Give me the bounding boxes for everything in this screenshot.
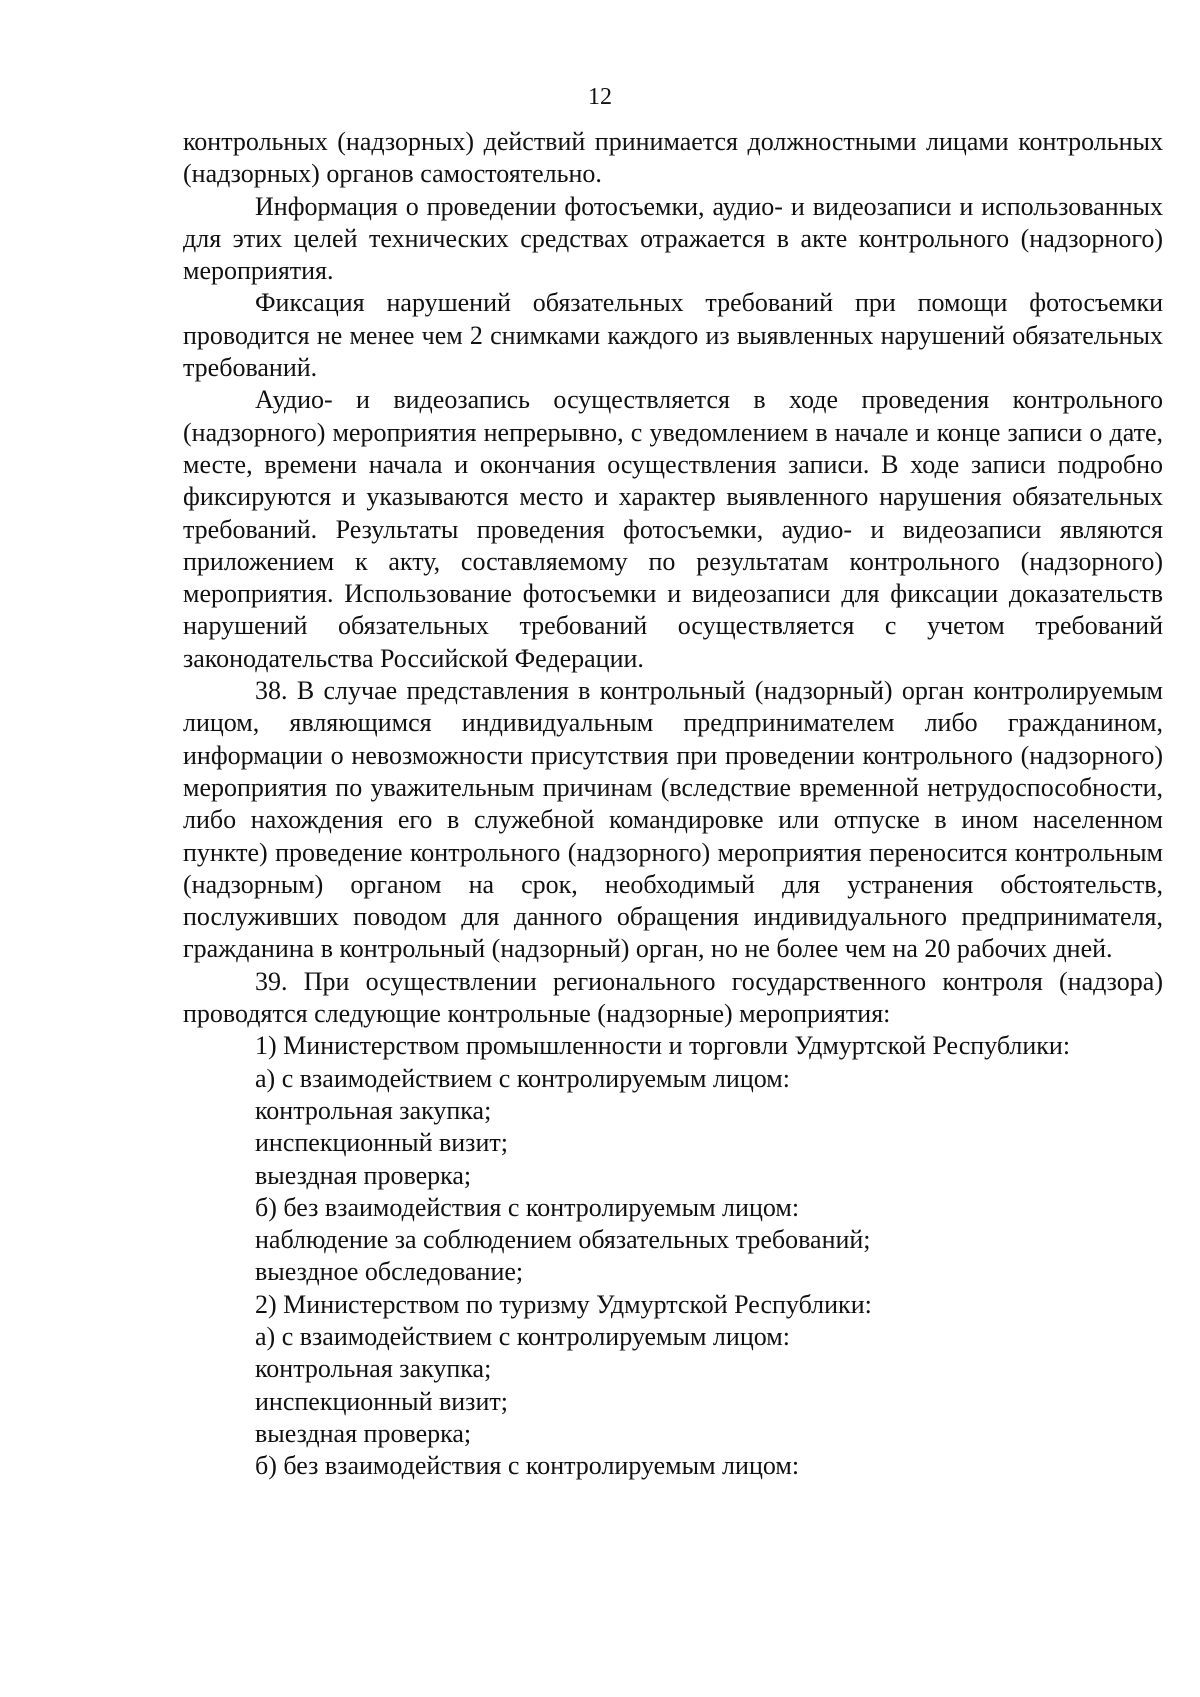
list-item: 2) Министерством по туризму Удмуртской Республики: <box>255 1289 872 1319</box>
list-item: а) с взаимодействием с контролируемым лицом: <box>255 1321 790 1351</box>
list-item: выездное обследование; <box>255 1257 524 1287</box>
list-item: 1) Министерством промышленности и торговли Удмуртской Республики: <box>255 1031 1071 1061</box>
list-item: выездная проверка; <box>255 1160 472 1190</box>
paragraph-recording-info: Информация о проведении фотосъемки, аудио- и видеозаписи и использованных для этих целей технических средствах отражается в акте контрольного (надзорного) мероприятия. <box>183 191 1163 286</box>
list-item: инспекционный визит; <box>255 1386 508 1416</box>
paragraph-section-38: 38. В случае представления в контрольный (надзорный) орган контролируемым лицом, являющимся индивидуальным предпринимателем либо гражданином, информации о невозможности присутствия при проведении контрольного (надзорного) мероприятия по уважительным причинам (вследствие временной нетрудоспособности, либо нахождения его в служебной командировке или отпуске в ином населенном пункте) проведение контрольного (надзорного) мероприятия переносится контрольным (надзорным) органом на срок, необходимый для устранения обстоятельств, послуживших поводом для данного обращения индивидуального предпринимателя, гражданина в контрольный (надзорный) орган, но не более чем на 20 рабочих дней. <box>183 676 1163 964</box>
page-number: 12 <box>588 84 612 110</box>
list-item: выездная проверка; <box>255 1418 472 1448</box>
paragraph-audio-video: Аудио- и видеозапись осуществляется в ходе проведения контрольного (надзорного) мероприятия непрерывно, с уведомлением в начале и конце записи о дате, месте, времени начала и окончания осуществления записи. В ходе записи подробно фиксируются и указываются место и характер выявленного нарушения обязательных требований. Результаты проведения фотосъемки, аудио- и видеозаписи являются приложением к акту, составляемому по результатам контрольного (надзорного) мероприятия. Использование фотосъемки и видеозаписи для фиксации доказательств нарушений обязательных требований осуществляется с учетом требований законодательства Российской Федерации. <box>183 385 1163 673</box>
list-item: инспекционный визит; <box>255 1128 508 1158</box>
list-item: б) без взаимодействия с контролируемым лицом: <box>255 1192 800 1222</box>
list-item: контрольная закупка; <box>255 1354 492 1384</box>
paragraph-section-39: 39. При осуществлении регионального государственного контроля (надзора) проводятся следующие контрольные (надзорные) мероприятия: <box>183 966 1163 1029</box>
document-body <box>183 126 1163 1482</box>
list-item: а) с взаимодействием с контролируемым лицом: <box>255 1063 790 1093</box>
list-item: б) без взаимодействия с контролируемым лицом: <box>255 1451 800 1481</box>
paragraph-continuation: контрольных (надзорных) действий принимается должностными лицами контрольных (надзорных) органов самостоятельно. <box>183 127 1163 189</box>
paragraph-photo-fixation: Фиксация нарушений обязательных требований при помощи фотосъемки проводится не менее чем 2 снимками каждого из выявленных нарушений обязательных требований. <box>183 288 1163 383</box>
list-item: контрольная закупка; <box>255 1095 492 1125</box>
list-item: наблюдение за соблюдением обязательных требований; <box>255 1225 871 1255</box>
